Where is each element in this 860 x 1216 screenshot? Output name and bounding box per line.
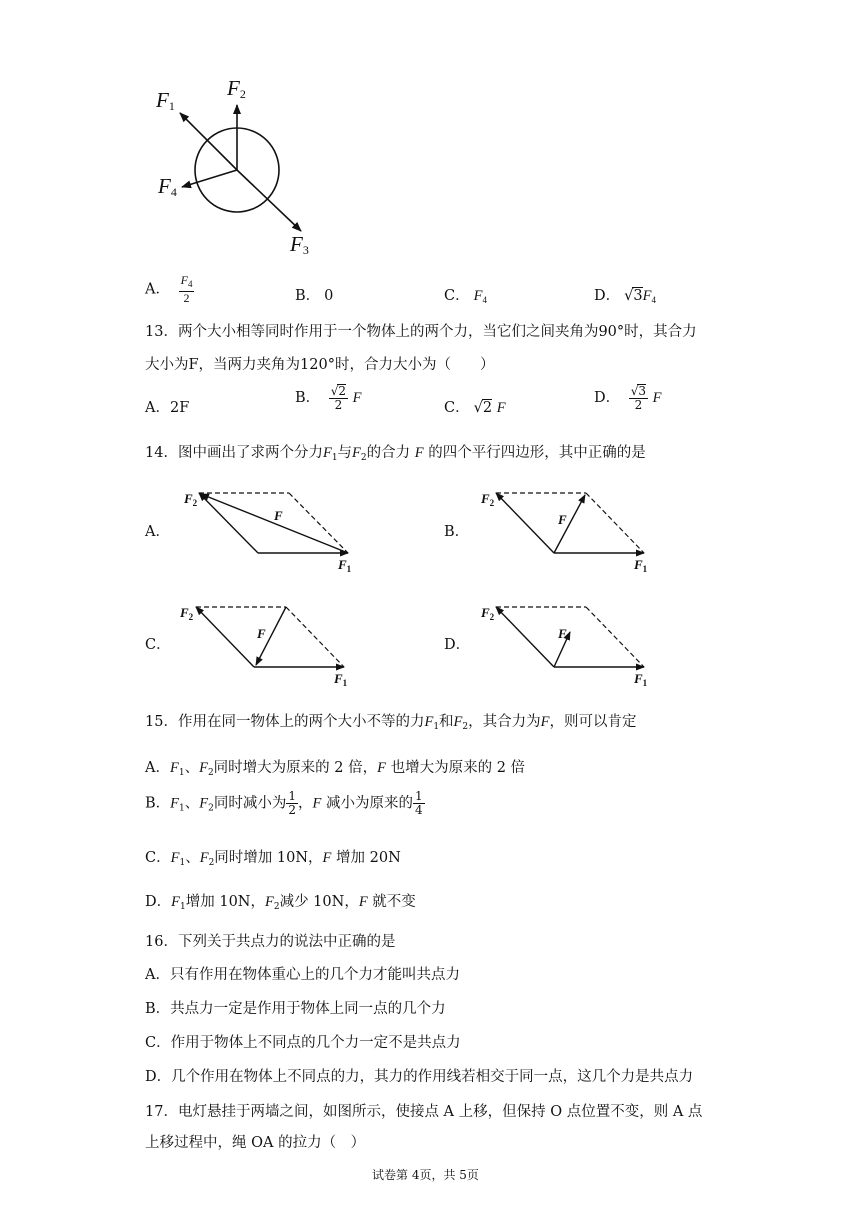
f4-label: $F_4$ — [158, 174, 177, 199]
q15-option-a: A．$F_1$、$F_2$同时增大为原来的 2 倍，F 也增大为原来的 2 倍 — [145, 760, 526, 778]
q15-option-b: B．$F_1$、$F_2$同时减小为 $\frac{1}{2}$ ，F 减小为原来的 $\frac{1}{4}$ — [145, 789, 423, 817]
q12-option-c: C． $F_4$ — [444, 288, 487, 305]
q14-a-f2-label: $F_2$ — [184, 491, 198, 508]
q14-d-f-label: F — [558, 626, 567, 641]
q14-d-f2-label: $F_2$ — [481, 605, 495, 622]
q17-stem-line2: 上移过程中，绳 OA 的拉力（ ） — [145, 1135, 366, 1151]
q14-b-f1-label: $F_1$ — [634, 557, 648, 574]
q14-b-f2-label: $F_2$ — [481, 491, 495, 508]
q14-a-f1-label: $F_1$ — [338, 557, 352, 574]
q17-stem-line1: 17．电灯悬挂于两墙之间，如图所示，使接点 A 上移，但保持 O 点位置不变，则 A 点 — [145, 1104, 703, 1120]
q14-c-f-label: F — [257, 626, 266, 641]
q14-label-b: B． — [444, 524, 470, 540]
q14-label-d: D． — [444, 637, 471, 653]
f3-label: $F_3$ — [290, 232, 309, 257]
q16-stem: 16．下列关于共点力的说法中正确的是 — [145, 934, 396, 950]
q13-option-a: A．2F — [145, 400, 190, 416]
f2-label: $F_2$ — [227, 76, 246, 101]
parallelogram-b — [496, 493, 644, 553]
q14-b-f-label: F — [558, 512, 567, 527]
q13-option-c: C． √2 F — [444, 400, 506, 416]
q16-option-d: D．几个作用在物体上不同点的力，其力的作用线若相交于同一点，这几个力是共点力 — [145, 1069, 694, 1085]
parallelogram-d — [496, 607, 644, 667]
page-footer: 试卷第 4页，共 5页 — [372, 1168, 479, 1182]
q16-option-c: C．作用于物体上不同点的几个力一定不是共点力 — [145, 1035, 461, 1051]
q14-stem: 14．图中画出了求两个分力$F_1$与$F_2$的合力 F 的四个平行四边形，其中正确的是 — [145, 445, 646, 463]
q15-option-d: D．$F_1$增加 10N，$F_2$减少 10N，F 就不变 — [145, 894, 416, 912]
q16-option-b: B．共点力一定是作用于物体上同一点的几个力 — [145, 1001, 446, 1017]
q14-label-c: C． — [145, 637, 171, 653]
f1-label: $F_1$ — [156, 88, 175, 113]
q12-option-b: B． 0 — [295, 288, 334, 304]
q15-option-c: C．$F_1$、$F_2$同时增加 10N，F 增加 20N — [145, 850, 401, 868]
q14-c-f1-label: $F_1$ — [334, 671, 348, 688]
q15-stem: 15．作用在同一物体上的两个大小不等的力$F_1$和$F_2$，其合力为F，则可以肯定 — [145, 714, 637, 732]
q13-stem-line1: 13．两个大小相等同时作用于一个物体上的两个力，当它们之间夹角为90°时，其合力 — [145, 324, 697, 340]
q12-option-d: D． $√3F_4$ — [594, 288, 656, 305]
q13-option-b: B． $\frac{√2}{2}$ F — [295, 384, 362, 412]
parallelogram-c — [196, 607, 344, 667]
q14-a-f-label: F — [274, 508, 283, 523]
q14-d-f1-label: $F_1$ — [634, 671, 648, 688]
q16-option-a: A．只有作用在物体重心上的几个力才能叫共点力 — [145, 967, 460, 983]
q12-option-a: A． $\frac{F_4}{2}$ — [145, 273, 193, 305]
q14-c-f2-label: $F_2$ — [180, 605, 194, 622]
q14-label-a: A． — [145, 524, 170, 540]
q13-stem-line2: 大小为F，当两力夹角为120°时，合力大小为（ ） — [145, 357, 495, 373]
q13-option-d: D． $\frac{√3}{2}$ F — [594, 384, 662, 412]
